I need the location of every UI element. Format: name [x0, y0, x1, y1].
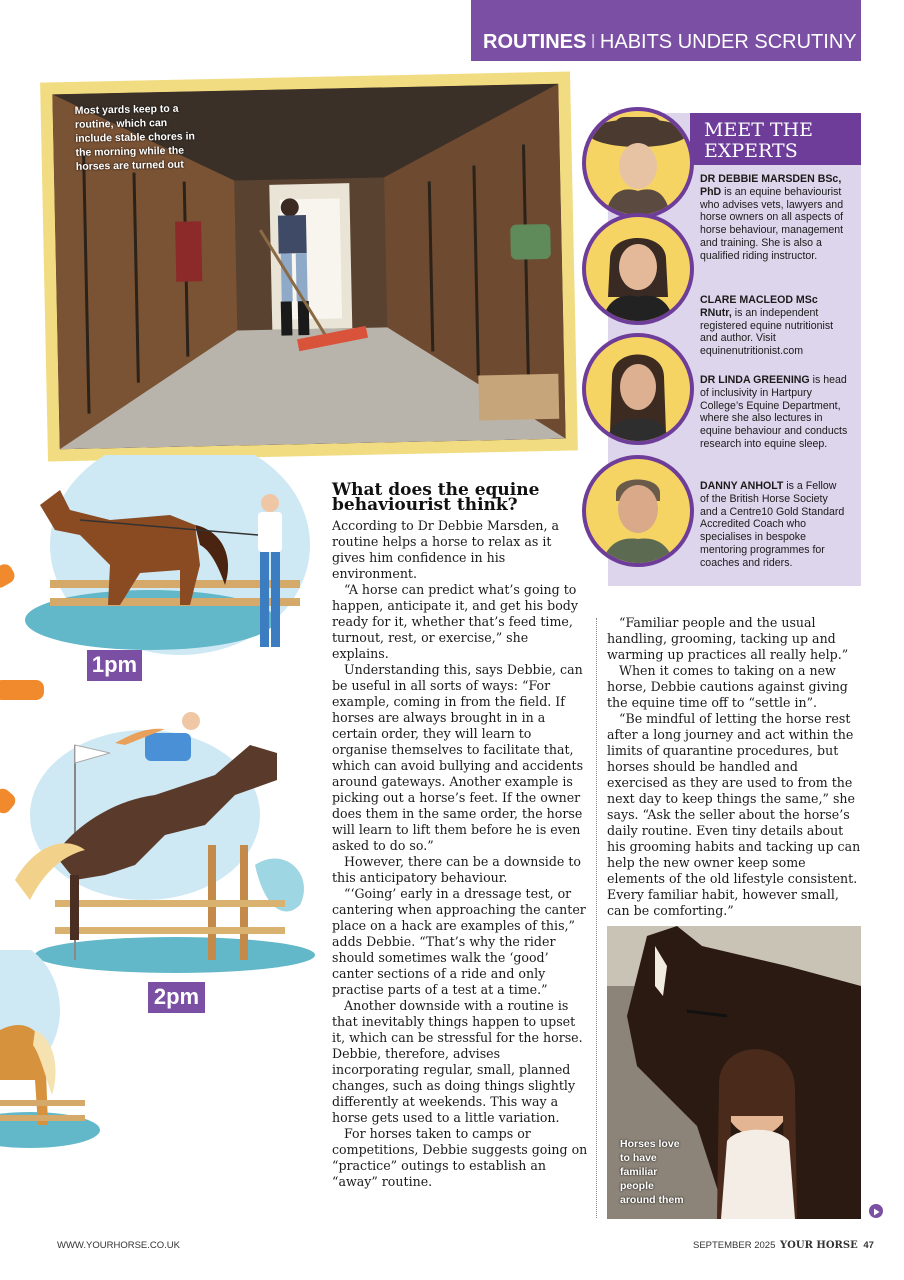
time-badge-2pm: 2pm — [148, 982, 205, 1013]
experts-title — [690, 113, 861, 165]
expert-portrait-macleod — [582, 213, 694, 325]
expert-bio: is an independent registered equine nutritionist and author. Visit equinenutritionist.com — [700, 306, 834, 358]
continue-arrow-icon[interactable] — [869, 1204, 883, 1218]
section-separator: I — [590, 31, 596, 53]
expert-bio: is a Fellow of the British Horse Society and a Centre10 Gold Standard Accredited Coach who specialises in bespoke mentoring programmes for coaches and riders. — [700, 480, 845, 569]
show-jumping-illustration — [15, 705, 320, 980]
expert-bio-marsden — [700, 173, 848, 263]
section-header — [471, 0, 861, 61]
article-paragraph: However, there can be a downside to this anticipatory behaviour. — [332, 854, 581, 885]
partial-horse-illustration — [0, 950, 100, 1170]
expert-bio-anholt — [700, 480, 848, 570]
woman-horse-photo — [607, 926, 861, 1219]
expert-portrait-marsden — [582, 107, 694, 219]
expert-name: DR DEBBIE MARSDEN BSc, PhD — [700, 173, 842, 198]
horse-lunging-illustration — [20, 455, 310, 665]
section-subtitle: HABITS UNDER SCRUTINY — [599, 31, 857, 53]
expert-bio: is an equine behaviourist who advises vets, lawyers and horse owners on all aspects of horse behaviour, management and training. She is also a qualified riding instructor. — [700, 185, 844, 262]
article-paragraph: For horses taken to camps or competitions, Debbie suggests going on “practice” outings to establish an “away” routine. — [332, 1126, 588, 1189]
woman-horse-caption: Horses love to have familiar people around them — [620, 1138, 684, 1206]
stable-photo-frame — [40, 71, 578, 461]
stable-photo-caption: Most yards keep to a routine, which can include stable chores in the morning while the horses are turned out — [74, 102, 196, 173]
expert-portrait-greening — [582, 333, 694, 445]
section-label: ROUTINES — [483, 31, 587, 53]
expert-bio-greening — [700, 374, 848, 451]
footer-website[interactable]: WWW.YOURHORSE.CO.UK — [57, 1240, 180, 1251]
article-paragraph: When it comes to taking on a new horse, Debbie cautions against giving the equine time off to “settle in”. — [607, 663, 848, 710]
expert-name: DANNY ANHOLT — [700, 480, 784, 492]
expert-bio: is head of inclusivity in Hartpury College’s Equine Department, where she also lectures in equine behaviour and conducts research into equine sleep. — [700, 374, 848, 450]
article-paragraph: “Familiar people and the usual handling, grooming, tacking up and warming up practices all really help.” — [607, 615, 849, 662]
article-paragraph: “‘Going’ early in a dressage test, or cantering when approaching the canter place on a hack are examples of this,” adds Debbie. “That’s why the rider should sometimes walk the ‘good’ canter sections of a ride and only practise parts of a test at a time.” — [332, 886, 586, 997]
footer-magazine-name: YOUR HORSE — [780, 1240, 858, 1251]
article-paragraph: “A horse can predict what’s going to happen, anticipate it, and get his body ready for it, whether that’s feed time, turnout, rest, or exercise,” she explains. — [332, 582, 578, 661]
article-paragraph: According to Dr Debbie Marsden, a routine helps a horse to relax as it gives him confidence in his environment. — [332, 518, 560, 581]
article-paragraph: Understanding this, says Debbie, can be useful in all sorts of ways: “For example, coming in from the field. If horses are always brought in in a certain order, they will learn to organise themselves to facilitate that, which can avoid bullying and accidents around gateways. Another example is picking out a horse’s feet. If the owner does them in the same order, the horse will learn to lift them before he is even asked to do so.” — [332, 662, 584, 853]
orange-shape-1 — [0, 561, 17, 590]
orange-shape-2 — [0, 680, 44, 700]
article-column-2 — [607, 615, 863, 919]
footer-issue-date: SEPTEMBER 2025 — [693, 1240, 776, 1251]
expert-portrait-anholt — [582, 455, 694, 567]
footer-page-number: 47 — [863, 1240, 874, 1251]
article-paragraph: Another downside with a routine is that inevitably things happen to upset it, which can be stressful for the horse. Debbie, therefore, advises incorporating regular, small, planned changes, such as doing things slightly differently at weekends. This way a horse gets used to a little variation. — [332, 998, 583, 1125]
footer-issue — [693, 1240, 874, 1251]
time-badge-1pm: 1pm — [87, 650, 142, 681]
experts-title-line-1: MEET THE — [704, 119, 814, 141]
stable-photo — [52, 84, 565, 450]
experts-title-line-2: EXPERTS — [704, 140, 798, 162]
expert-bio-macleod — [700, 294, 848, 358]
expert-name: CLARE MACLEOD MSc RNutr, — [700, 294, 818, 319]
expert-name: DR LINDA GREENING — [700, 374, 810, 386]
article-column-1 — [332, 518, 588, 1190]
article-headline: What does the equine behaviourist think? — [332, 480, 540, 515]
column-divider — [596, 618, 597, 1218]
article-paragraph: “Be mindful of letting the horse rest after a long journey and act within the limits of quarantine procedures, but horses should be handled and exercised as they are used to from the next day to keep things the same,” she says. “Ask the seller about the horse’s daily routine. Even tiny details about his grooming habits and tacking up can help the new owner keep some elements of the old lifestyle consistent. Every familiar habit, however small, can be comforting.” — [607, 711, 861, 918]
